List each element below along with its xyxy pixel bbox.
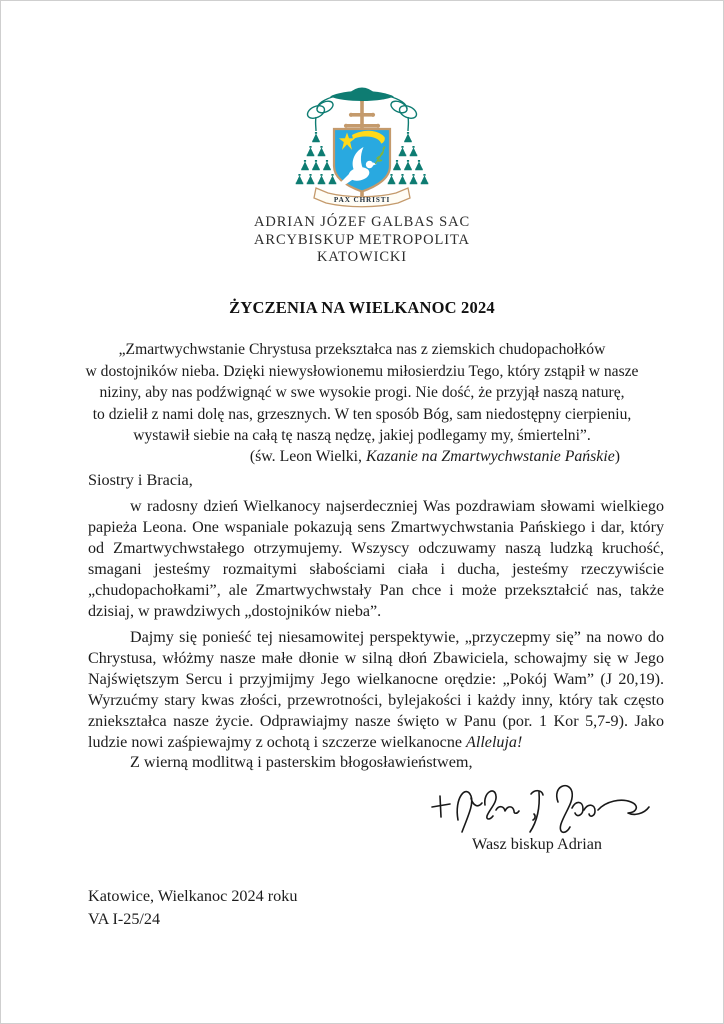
attribution-prefix: (św. Leon Wielki, <box>249 448 366 465</box>
coat-of-arms <box>286 84 438 212</box>
attribution-suffix: ) <box>614 448 620 465</box>
signature-block <box>418 772 656 854</box>
quote-block <box>86 339 639 447</box>
attribution-work-title: Kazanie na Zmartwychwstanie Pańskie <box>365 448 615 465</box>
author-see: KATOWICKI <box>317 249 407 265</box>
motto-text: PAX CHRISTI <box>333 196 391 204</box>
salutation: Siostry i Bracia, <box>88 471 193 489</box>
letterhead <box>0 214 724 267</box>
handwritten-signature <box>418 772 656 838</box>
quote-attribution <box>62 448 620 466</box>
tassels-left <box>296 132 337 184</box>
author-name: ADRIAN JÓZEF GALBAS SAC <box>253 214 471 230</box>
paragraph-italic-word: Alleluja! <box>466 734 523 751</box>
place-and-date: Katowice, Wielkanoc 2024 roku <box>88 887 298 905</box>
paragraph-text: Dajmy się ponieść tej niesamowitej perspektywie, „przyczepmy się” na nowo do Chrystusa, włóżmy nasze małe dłonie w silną dłoń Zbawiciela, schowajmy się w Jego Najświętszym Sercu i przyjmijmy Jego wielkanocne orędzie: „Pokój Wam” (J 20,19). Wyrzućmy stary kwas złości, przewrotności, bylejakości i każdy inny, który tak często zniekształca nasze życie. Odprawiajmy nasze święto w Panu (por. 1 Kor 5,7-9). Jako ludzie nowi zaśpiewajmy z ochotą i szczerze wielkanocne <box>88 629 664 751</box>
galero-hat-icon <box>330 88 394 102</box>
quote-line: to dzielił z nami dolę nas, grzesznych. W ten sposób Bóg, sam niedostępny cierpieniu, <box>92 405 632 423</box>
body-paragraph-1: w radosny dzień Wielkanocy najserdeczniej Was pozdrawiam słowami wielkiego papieża Leona. One wspaniale pokazują sens Zmartwychwstania Pańskiego i dar, który od Zmartwychwstałego otrzymujemy. Wszyscy odczuwamy naszą ludzką kruchość, smagani jesteśmy rozmaitymi słabościami ciała i ducha, jesteśmy rzeczywiście „chudopachołkami”, ale Zmartwychwstały Pan chce i może przekształcić nas, także dzisiaj, w prawdziwych „dostojników nieba”. <box>88 498 664 620</box>
body-paragraph-2 <box>88 627 664 753</box>
author-title: ARCYBISKUP METROPOLITA <box>254 231 470 248</box>
quote-line: „Zmartwychwstanie Chrystusa przekształca nas z ziemskich chudopachołków <box>118 341 606 358</box>
tassels-right <box>388 132 429 184</box>
shield <box>334 129 390 192</box>
reference-number: VA I-25/24 <box>88 909 161 928</box>
page-title: ŻYCZENIA NA WIELKANOC 2024 <box>229 298 495 317</box>
quote-line: w dostojników nieba. Dzięki niewysłowionemu miłosierdziu Tego, który zstąpił w nasze <box>85 362 639 380</box>
signature-name: Wasz biskup Adrian <box>472 835 602 853</box>
closing-line: Z wierną modlitwą i pasterskim błogosławieństwem, <box>130 753 473 771</box>
quote-line: wystawił siebie na całą tę naszą nędzę, jakiej podlegamy my, śmiertelni”. <box>133 427 591 444</box>
quote-line: niziny, aby nas podźwignąć w swe wysokie progi. Nie dość, że przyjął naszą naturę, <box>99 384 625 401</box>
letter-footer <box>88 885 297 930</box>
